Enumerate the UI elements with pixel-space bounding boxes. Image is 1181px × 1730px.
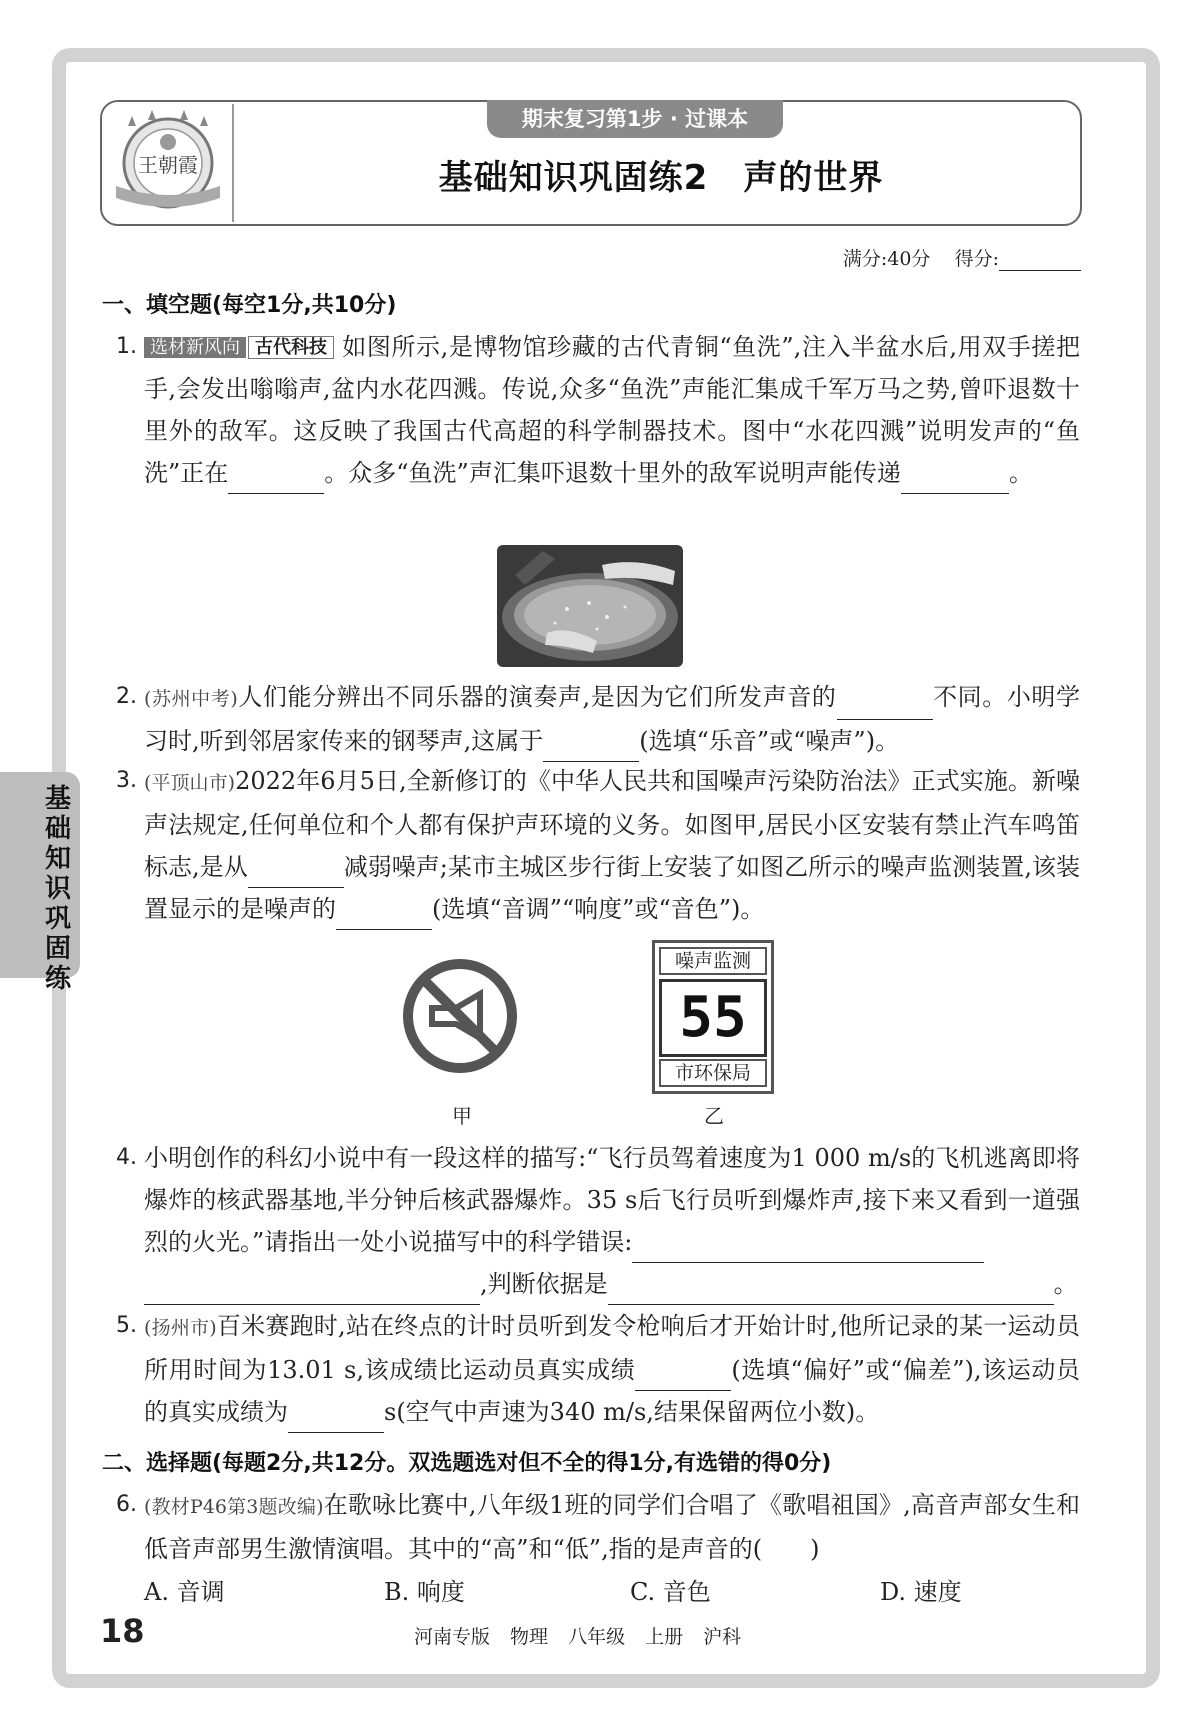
yuxi-bronze-basin-photo xyxy=(497,545,683,667)
answer-blank[interactable] xyxy=(288,1406,384,1433)
logo-emblem xyxy=(108,108,228,218)
answer-blank[interactable] xyxy=(144,1278,480,1305)
answer-blank[interactable] xyxy=(837,693,933,720)
answer-blank[interactable] xyxy=(248,861,344,888)
score-line xyxy=(843,244,1081,271)
monitor-title: 噪声监测 xyxy=(659,947,767,975)
figure-caption-b: 乙 xyxy=(704,1104,724,1128)
question-number: 2. xyxy=(116,684,137,709)
monitor-display: 55 xyxy=(659,979,767,1057)
section-multiple-choice: 二、选择题(每题2分,共12分。双选题选对但不全的得1分,有选错的得0分) xyxy=(102,1451,832,1476)
no-horn-sign xyxy=(402,958,518,1074)
answer-blank[interactable] xyxy=(635,1364,731,1391)
score-label: 得分: xyxy=(954,248,999,270)
question-number: 6. xyxy=(116,1492,137,1517)
topic-tag: 选材新风向 古代科技 xyxy=(144,335,334,361)
question-source: (扬州市) xyxy=(144,1317,217,1339)
page-title: 基础知识巩固练2 声的世界 xyxy=(438,158,884,198)
question-4: 4. 小明创作的科幻小说中有一段这样的描写:“飞行员驾着速度为1 000 m/s的飞机逃离即将爆炸的核武器基地,半分钟后核武器爆炸。35 s后飞行员听到爆炸声,接下来又看到一道强烈的火光。”请指出一处小说描写中的科学错误: ,判断依据是 。 xyxy=(116,1137,1080,1305)
full-score-label: 满分:40分 xyxy=(842,248,931,270)
option-b[interactable]: B. 响度 xyxy=(384,1578,465,1606)
chapter-banner: 期末复习第1步 · 过课本 xyxy=(487,100,783,138)
question-number: 4. xyxy=(116,1145,137,1170)
option-a[interactable]: A. 音调 xyxy=(144,1578,225,1606)
logo-divider xyxy=(232,104,234,222)
option-c[interactable]: C. 音色 xyxy=(630,1578,711,1606)
side-tab-label: 基础知识巩固练 xyxy=(44,784,71,994)
question-source: (平顶山市) xyxy=(144,772,236,794)
question-source: (苏州中考) xyxy=(144,688,238,710)
figure-caption-a: 甲 xyxy=(452,1104,472,1128)
option-d[interactable]: D. 速度 xyxy=(880,1578,962,1606)
answer-blank[interactable] xyxy=(543,735,639,762)
question-5: 5. (扬州市)百米赛跑时,站在终点的计时员听到发令枪响后才开始计时,他所记录的某一运动员所用时间为13.01 s,该成绩比运动员真实成绩 (选填“偏好”或“偏差”),该运动员的真实成绩为 s(空气中声速为340 m/s,结果保留两位小数)。 xyxy=(116,1305,1080,1433)
question-2: 2. (苏州中考)人们能分辨出不同乐器的演奏声,是因为它们所发声音的 不同。小明学习时,听到邻居家传来的钢琴声,这属于 (选填“乐音”或“噪声”)。 xyxy=(116,676,1080,762)
question-source: (教材P46第3题改编) xyxy=(144,1496,324,1518)
side-tab xyxy=(0,772,80,994)
question-number: 5. xyxy=(116,1313,137,1338)
page-number: 18 xyxy=(100,1612,145,1650)
question-number: 1. xyxy=(116,334,137,359)
monitor-footer: 市环保局 xyxy=(659,1059,767,1087)
section-fill-in: 一、填空题(每空1分,共10分) xyxy=(102,293,397,318)
answer-blank[interactable] xyxy=(901,467,1009,494)
answer-blank[interactable] xyxy=(336,903,432,930)
noise-monitor xyxy=(652,940,774,1094)
answer-blank[interactable] xyxy=(228,467,324,494)
question-1: 1. 选材新风向 古代科技 如图所示,是博物馆珍藏的古代青铜“鱼洗”,注入半盆水后,用双手搓把手,会发出嗡嗡声,盆内水花四溅。传说,众多“鱼洗”声能汇集成千军万马之势,曾吓退数十里外的敌军。这反映了我国古代高超的科学制器技术。图中“水花四溅”说明发声的“鱼洗”正在 。众多“鱼洗”声汇集吓退数十里外的敌军说明声能传递 。 xyxy=(116,326,1080,494)
question-3: 3. (平顶山市)2022年6月5日,全新修订的《中华人民共和国噪声污染防治法》正式实施。新噪声法规定,任何单位和个人都有保护声环境的义务。如图甲,居民小区安装有禁止汽车鸣笛标志,是从 减弱噪声;某市主城区步行街上安装了如图乙所示的噪声监测装置,该装置显示的是噪声的 (选填“音调”“响度”或“音色”)。 xyxy=(116,760,1080,930)
edition-info: 河南专版 物理 八年级 上册 沪科 xyxy=(414,1626,742,1648)
question-6: 6. (教材P46第3题改编)在歌咏比赛中,八年级1班的同学们合唱了《歌唱祖国》,高音声部女生和低音声部男生激情演唱。其中的“高”和“低”,指的是声音的( ) xyxy=(116,1484,1080,1570)
svg-text:王朝霞: 王朝霞 xyxy=(138,153,198,177)
answer-blank[interactable] xyxy=(608,1278,1054,1305)
answer-blank[interactable] xyxy=(632,1236,984,1263)
question-number: 3. xyxy=(116,768,137,793)
score-blank[interactable] xyxy=(999,250,1081,271)
